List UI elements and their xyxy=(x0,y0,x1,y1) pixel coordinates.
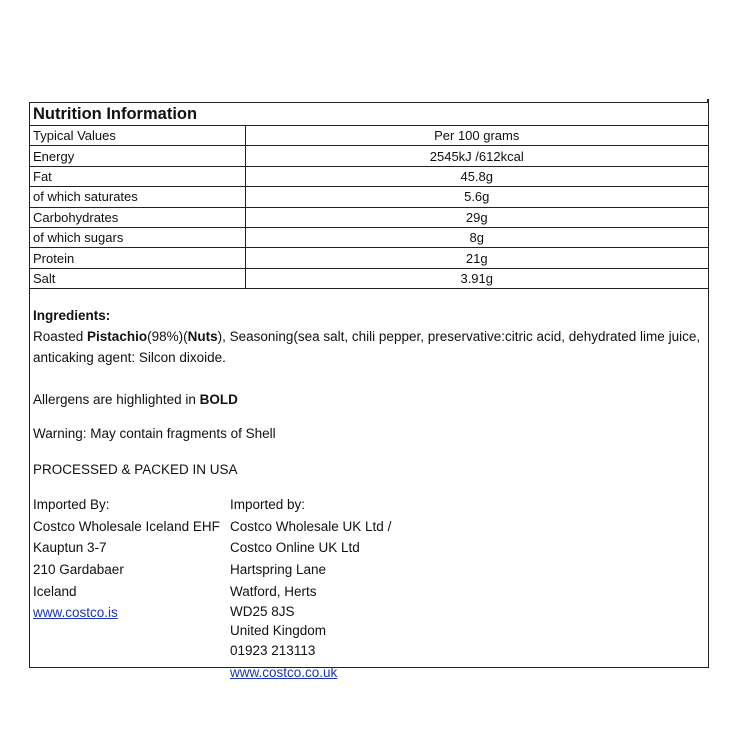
row-label: of which sugars xyxy=(30,227,245,247)
row-label: Fat xyxy=(30,166,245,186)
allergens-bold: BOLD xyxy=(199,392,238,408)
ingredients-section xyxy=(30,305,708,480)
row-value: 2545kJ /612kcal xyxy=(245,146,708,166)
costco-is-link[interactable]: www.costco.is xyxy=(33,605,118,621)
row-value: 21g xyxy=(245,248,708,268)
address-line: Imported by: xyxy=(230,497,306,513)
address-line: Watford, Herts xyxy=(230,583,317,599)
table-row xyxy=(30,227,708,247)
row-value: 8g xyxy=(245,227,708,247)
row-value: 5.6g xyxy=(245,187,708,207)
ingredients-text xyxy=(33,326,705,368)
address-line: Kauptun 3-7 xyxy=(33,540,107,556)
table-row xyxy=(30,166,708,186)
importers xyxy=(30,494,708,683)
table-row xyxy=(30,248,708,268)
ingredients-part: (98%)( xyxy=(147,329,188,345)
table-row xyxy=(30,126,708,146)
table-row xyxy=(30,187,708,207)
importer-uk xyxy=(230,494,391,683)
table-row xyxy=(30,207,708,227)
allergens-note xyxy=(33,389,705,410)
address-line: Iceland xyxy=(33,583,77,599)
address-line: WD25 8JS xyxy=(230,604,295,620)
allergens-text: Allergens are highlighted in xyxy=(33,392,200,408)
nutrition-label xyxy=(29,102,709,680)
ingredients-part: Roasted xyxy=(33,329,88,345)
warning-text: Warning: May contain fragments of Shell xyxy=(33,426,276,442)
row-label: Typical Values xyxy=(30,126,245,146)
row-label: Carbohydrates xyxy=(30,207,245,227)
nutrition-title: Nutrition Information xyxy=(30,103,708,126)
allergen-pistachio: Pistachio xyxy=(87,329,148,345)
address-line: Costco Online UK Ltd xyxy=(230,540,360,556)
row-label: Protein xyxy=(30,248,245,268)
row-value: 29g xyxy=(245,207,708,227)
address-line: Costco Wholesale UK Ltd / xyxy=(230,518,392,534)
row-label: Salt xyxy=(30,268,245,288)
row-value: Per 100 grams xyxy=(245,126,708,146)
row-label: of which saturates xyxy=(30,187,245,207)
address-line: 210 Gardabaer xyxy=(33,561,124,577)
address-line: Hartspring Lane xyxy=(230,561,327,577)
costco-uk-link[interactable]: www.costco.co.uk xyxy=(230,664,338,680)
row-value: 3.91g xyxy=(245,268,708,288)
ingredients-heading: Ingredients: xyxy=(33,308,111,324)
processed-text: PROCESSED & PACKED IN USA xyxy=(33,462,238,478)
address-line: Costco Wholesale Iceland EHF xyxy=(33,518,220,534)
table-row xyxy=(30,268,708,288)
row-label: Energy xyxy=(30,146,245,166)
importer-iceland xyxy=(30,494,230,683)
address-line: 01923 213113 xyxy=(230,643,316,659)
allergen-nuts: Nuts xyxy=(187,329,218,345)
table-row xyxy=(30,146,708,166)
nutrition-table xyxy=(30,126,708,289)
address-line: Imported By: xyxy=(33,497,110,513)
ingredients-part: ), Seasoning(sea salt, chili pepper, preservative:citric acid, dehydrated lime juice, anticaking agent: Silcon dixoide. xyxy=(33,329,701,366)
address-line: United Kingdom xyxy=(230,623,327,639)
row-value: 45.8g xyxy=(245,166,708,186)
